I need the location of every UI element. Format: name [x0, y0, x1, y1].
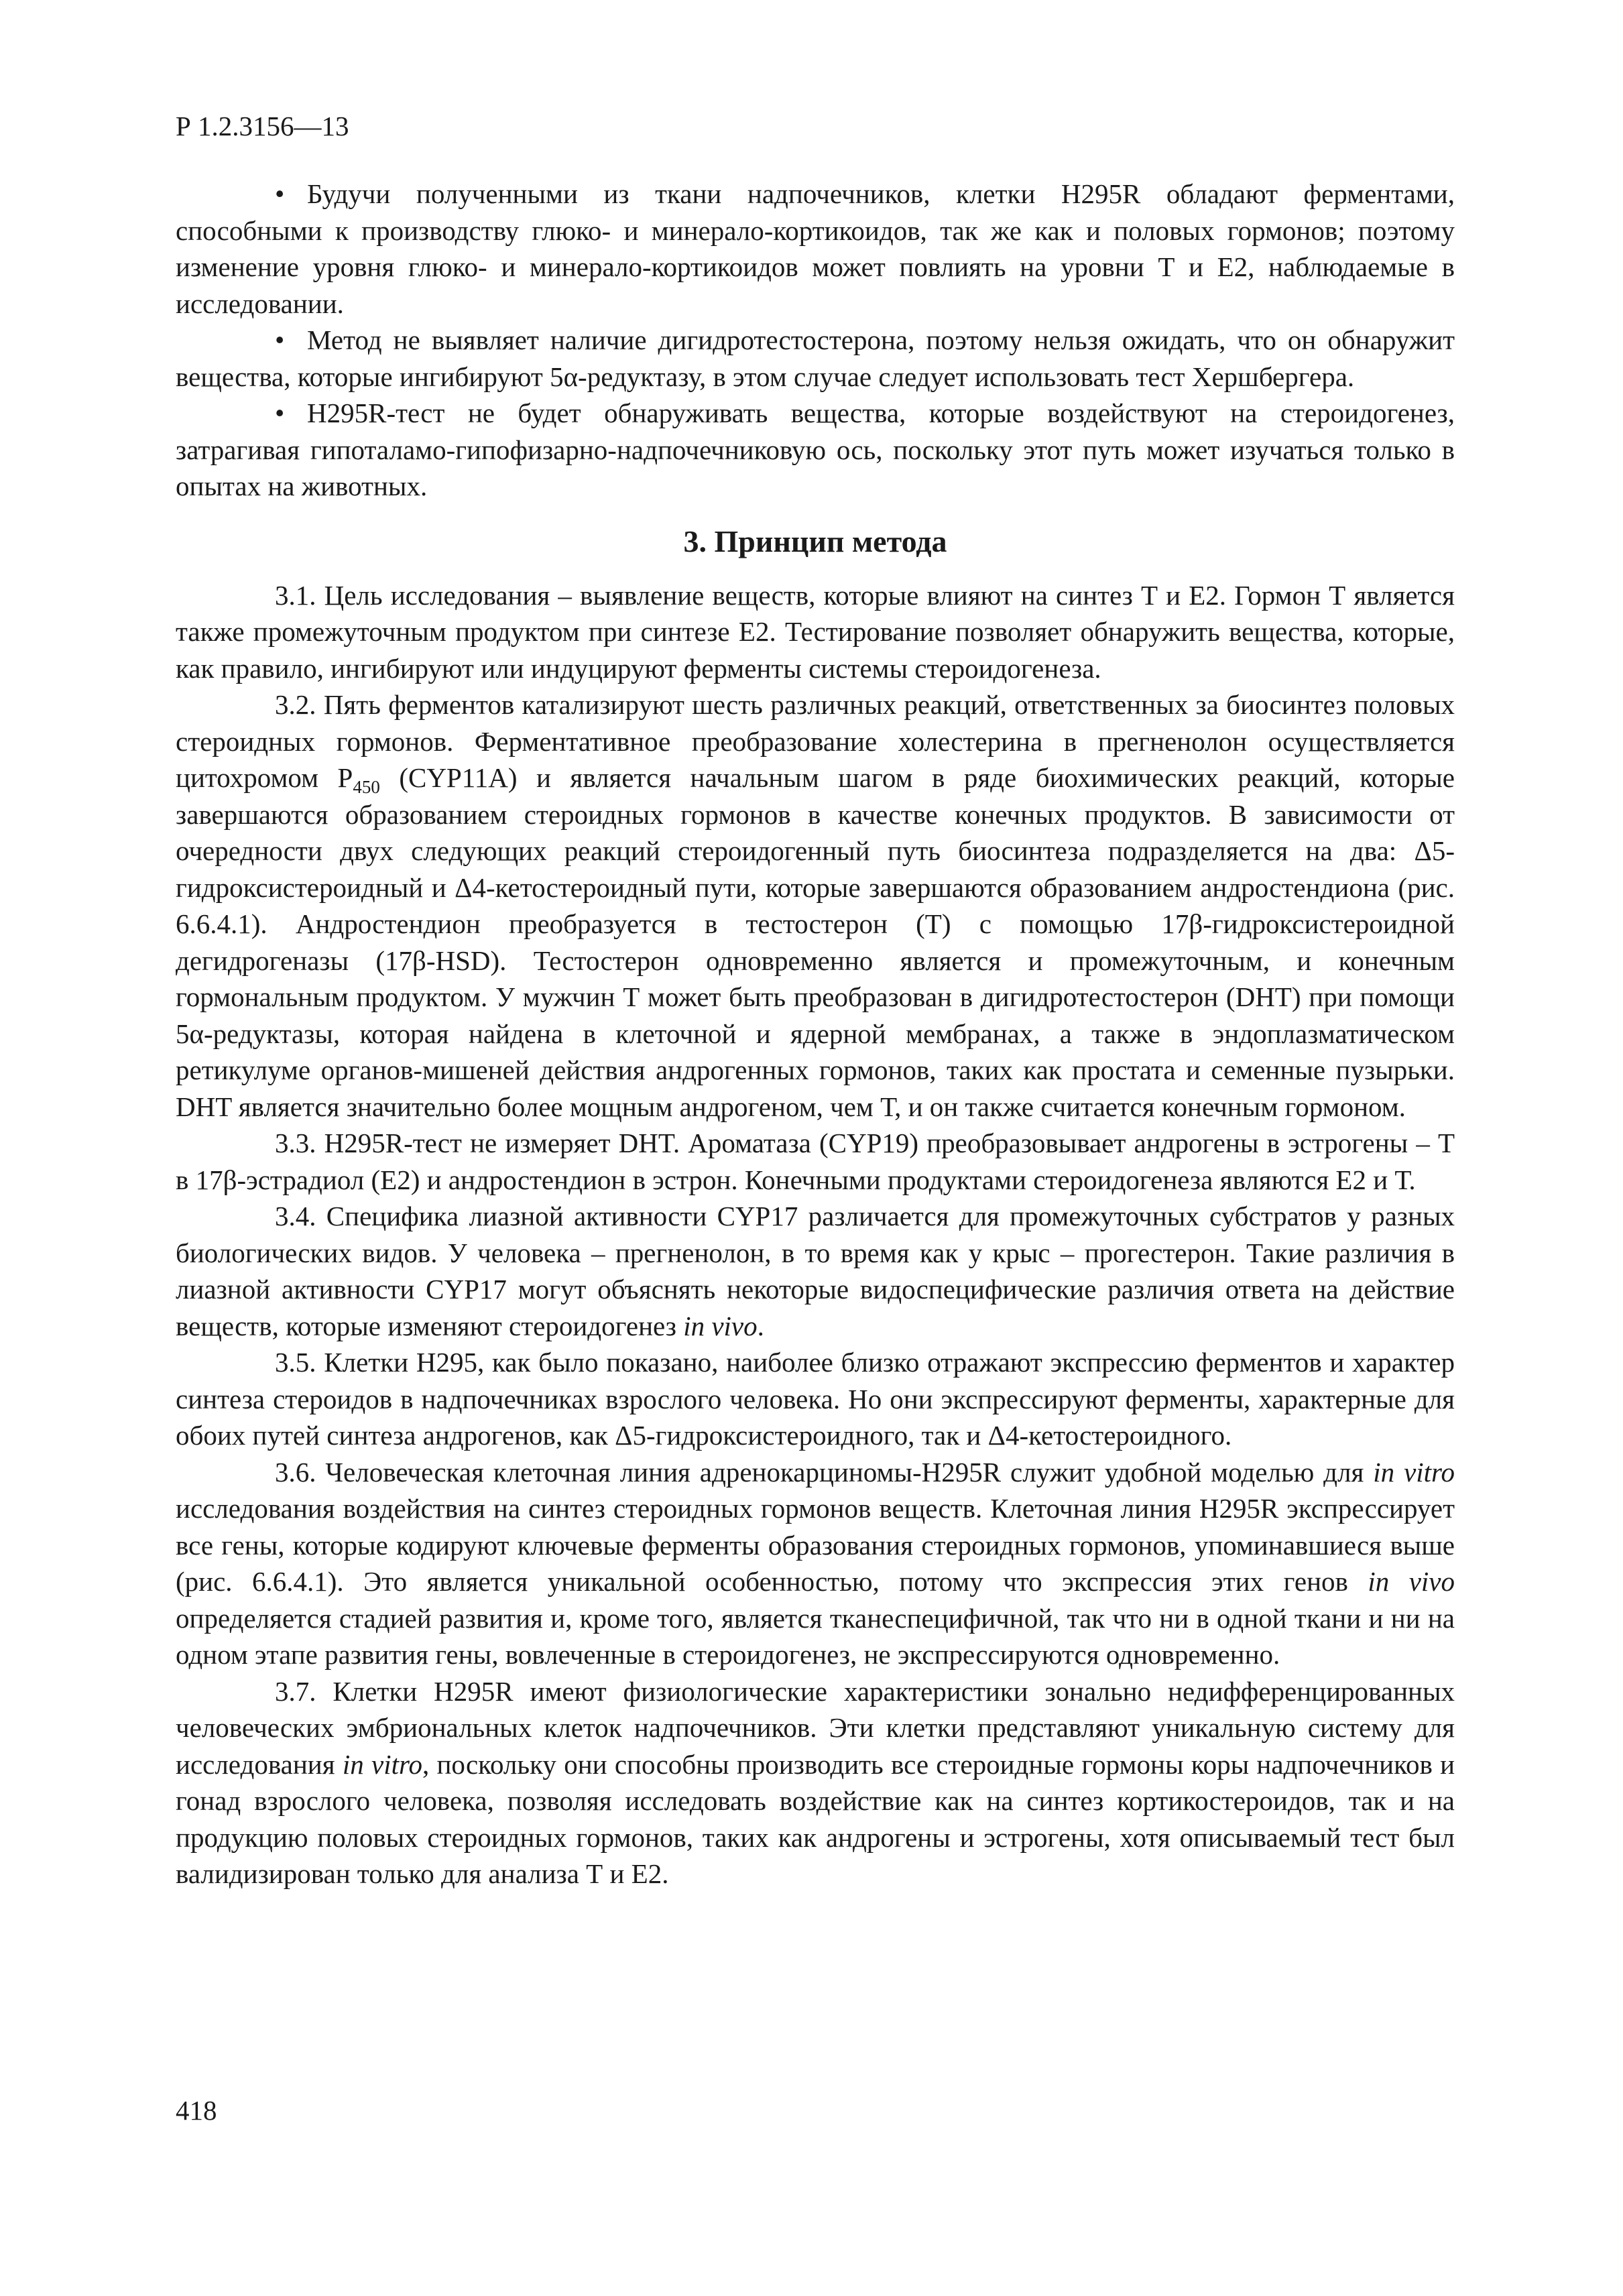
bullet-item	[176, 395, 1455, 505]
italic-term: in vitro	[1373, 1456, 1455, 1488]
paragraph-3-7	[176, 1673, 1455, 1892]
paragraph-text: 3.2. Пять ферментов катализируют шесть различных реакций, ответственных за биосинтез половых стероидных гормонов. Ферментативное преобразование холестерина в прегненолон осуществляется цитохромом P	[176, 689, 1455, 793]
bullet-icon: •	[275, 178, 285, 209]
paragraph-3-4	[176, 1198, 1455, 1344]
paragraph-3-5: 3.5. Клетки H295, как было показано, наиболее близко отражают экспрессию ферментов и характер синтеза стероидов в надпочечниках взрослого человека. Но они экспрессируют ферменты, характерные для обоих путей синтеза андрогенов, как Δ5-гидроксистероидного, так и Δ4-кетостероидного.	[176, 1347, 1455, 1451]
paragraph-3-2	[176, 686, 1455, 1125]
bullet-item	[176, 176, 1455, 322]
paragraph-3-6	[176, 1454, 1455, 1673]
bullet-text: Метод не выявляет наличие дигидротестостерона, поэтому нельзя ожидать, что он обнаружит вещества, которые ингибируют 5α-редуктазу, в этом случае следует использовать тест Хершбергера.	[176, 324, 1455, 392]
paragraph-text: (CYP11A) и является начальным шагом в ряде биохимических реакций, которые завершаются образованием стероидных гормонов в качестве конечных продуктов. В зависимости от очередности двух следующих реакций стероидогенный путь биосинтеза подразделяется на два: Δ5-гидроксистероидный и Δ4-кетостероидный пути, которые завершаются образованием андростендиона (рис. 6.6.4.1). Андростендион преобразуется в тестостерон (Т) с помощью 17β-гидроксистероидной дегидрогеназы (17β-HSD). Тестостерон одновременно является и промежуточным, и конечным гормональным продуктом. У мужчин Т может быть преобразован в дигидротестостерон (DHT) при помощи 5α-редуктазы, которая найдена в клеточной и ядерной мембранах, а также в эндоплазматическом ретикулуме органов-мишеней действия андрогенных гормонов, таких как простата и семенные пузырьки. DHT является значительно более мощным андрогеном, чем Т, и он также считается конечным гормоном.	[176, 762, 1455, 1122]
italic-term: in vitro	[342, 1748, 422, 1780]
italic-term: in vivo	[1368, 1566, 1455, 1597]
paragraph-text: исследования воздействия на синтез стероидных гормонов веществ. Клеточная линия H295R экспрессирует все гены, которые кодируют ключевые ферменты образования стероидных гормонов, упоминавшиеся выше (рис. 6.6.4.1). Это является уникальной особенностью, потому что экспрессия этих генов	[176, 1493, 1455, 1597]
subscript: 450	[353, 777, 380, 797]
paragraph-3-1: 3.1. Цель исследования – выявление веществ, которые влияют на синтез Т и Е2. Гормон Т является также промежуточным продуктом при синтезе Е2. Тестирование позволяет обнаружить вещества, которые, как правило, ингибируют или индуцируют ферменты системы стероидогенеза.	[176, 579, 1455, 684]
paragraph-3-3: 3.3. H295R-тест не измеряет DHT. Ароматаза (CYP19) преобразовывает андрогены в эстрогены – Т в 17β-эстрадиол (Е2) и андростендион в эстрон. Конечными продуктами стероидогенеза являются Е2 и Т.	[176, 1128, 1455, 1195]
bullet-icon: •	[275, 398, 285, 428]
page-number: 418	[176, 2095, 217, 2126]
document-body	[176, 176, 1455, 1892]
document-code: Р 1.2.3156—13	[176, 111, 349, 141]
bullet-text: H295R-тест не будет обнаруживать вещества, которые воздействуют на стероидогенез, затрагивая гипоталамо-гипофизарно-надпочечниковую ось, поскольку этот путь может изучаться только в опытах на животных.	[176, 398, 1455, 501]
paragraph-text: 3.7. Клетки H295R имеют физиологические характеристики зонально недифференцированных человеческих эмбриональных клеток надпочечников. Эти клетки представляют уникальную систему для исследования	[176, 1675, 1455, 1780]
paragraph-text: 3.4. Специфика лиазной активности CYP17 различается для промежуточных субстратов у разных биологических видов. У человека – прегненолон, в то время как у крыс – прогестерон. Такие различия в лиазной активности CYP17 могут объяснять некоторые видоспецифические различия ответа на действие веществ, которые изменяют стероидогенез	[176, 1201, 1455, 1341]
paragraph-text: определяется стадией развития и, кроме того, является тканеспецифичной, так что ни в одной ткани и ни на одном этапе развития гены, вовлеченные в стероидогенез, не экспрессируются одновременно.	[176, 1602, 1455, 1670]
bullet-item	[176, 322, 1455, 395]
paragraph-text: .	[757, 1310, 764, 1341]
bullet-icon: •	[275, 324, 285, 355]
paragraph-text: , поскольку они способны производить все стероидные гормоны коры надпочечников и гонад взрослого человека, позволяя исследовать воздействие как на синтез кортикостероидов, так и на продукцию половых стероидных гормонов, таких как андрогены и эстрогены, хотя описываемый тест был валидизирован только для анализа Т и Е2.	[176, 1748, 1455, 1889]
bullet-text: Будучи полученными из ткани надпочечников, клетки H295R обладают ферментами, способными к производству глюко- и минерало-кортикоидов, так же как и половых гормонов; поэтому изменение уровня глюко- и минерало-кортикоидов может повлиять на уровни Т и Е2, наблюдаемые в исследовании.	[176, 178, 1455, 319]
italic-term: in vivo	[683, 1310, 758, 1341]
paragraph-text: 3.6. Человеческая клеточная линия адренокарциномы-H295R служит удобной моделью для	[275, 1456, 1374, 1488]
section-title: 3. Принцип метода	[683, 524, 947, 558]
